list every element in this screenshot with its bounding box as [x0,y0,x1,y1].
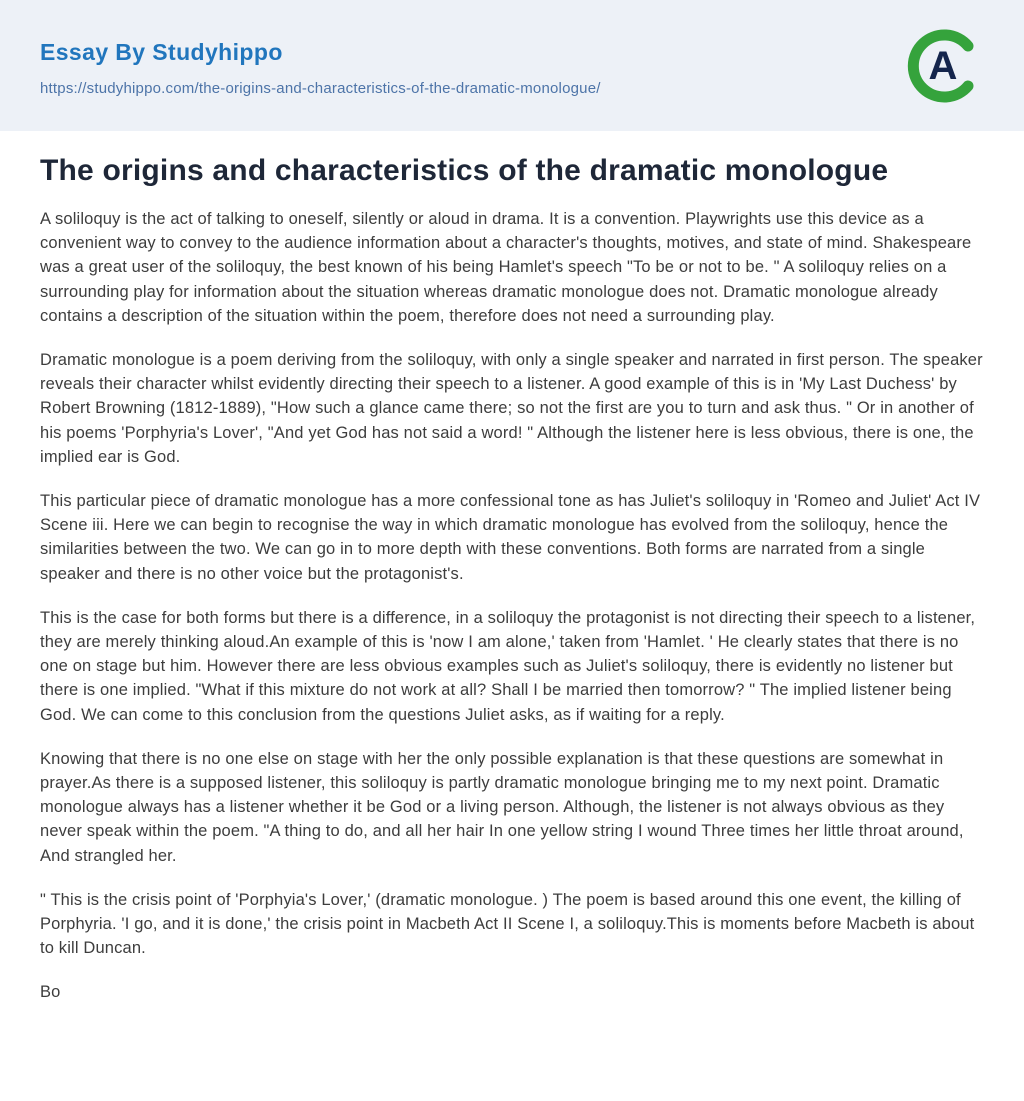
essay-paragraph: " This is the crisis point of 'Porphyia's Lover,' (dramatic monologue. ) The poem is based around this one event, the killing of Porphyria. 'I go, and it is done,' the crisis point in Macbeth Act II Scene I, a soliloquy.This is moments before Macbeth is about to kill Duncan. [40,890,975,958]
essay-paragraph: Knowing that there is no one else on stage with her the only possible explanation is that these questions are somewhat in prayer.As there is a supposed listener, this soliloquy is partly dramatic monologue bringing me to my next point. Dramatic monologue always has a listener whether it be God or a living person. Although, the listener is not always obvious as they never speak within the poem. "A thing to do, and all her hair In one yellow string I wound Three times her little throat around, And strangled her. [40,749,964,865]
article-content [0,131,1024,1005]
essay-paragraph: Bo [40,983,61,1002]
essay-paragraph: Dramatic monologue is a poem deriving from the soliloquy, with only a single speaker and narrated in first person. The speaker reveals their character whilst evidently directing their speech to a listener. A good example of this is in 'My Last Duchess' by Robert Browning (1812-1889), "How such a glance came there; so not the first are you to turn and ask thus. " Or in another of his poems 'Porphyria's Lover', "And yet God has not said a word! " Although the listener here is less obvious, there is one, the implied ear is God. [40,351,983,466]
essay-paragraphs [40,207,984,1005]
essay-title: The origins and characteristics of the dramatic monologue [40,154,889,187]
svg-text:A: A [928,43,958,88]
page-header [0,0,1024,131]
essay-url-link[interactable]: https://studyhippo.com/the-origins-and-characteristics-of-the-dramatic-monologue/ [40,80,601,97]
studyhippo-logo-icon [906,27,984,105]
site-title: Essay By Studyhippo [40,39,283,65]
essay-paragraph: This particular piece of dramatic monologue has a more confessional tone as has Juliet's soliloquy in 'Romeo and Juliet' Act IV Scene iii. Here we can begin to recognise the way in which dramatic monologue has evolved from the soliloquy, hence the similarities between the two. We can go in to more depth with these conventions. Both forms are narrated from a single speaker and there is no other voice but the protagonist's. [40,492,981,583]
essay-paragraph: A soliloquy is the act of talking to oneself, silently or aloud in drama. It is a convention. Playwrights use this device as a convenient way to convey to the audience information about a character's thoughts, motives, and state of mind. Shakespeare was a great user of the soliloquy, the best known of his being Hamlet's speech "To be or not to be. " A soliloquy relies on a surrounding play for information about the situation whereas dramatic monologue does not. Dramatic monologue already contains a description of the situation within the poem, therefore does not need a surrounding play. [40,210,972,325]
essay-paragraph: This is the case for both forms but there is a difference, in a soliloquy the protagonist is not directing their speech to a listener, they are merely thinking aloud.An example of this is 'now I am alone,' taken from 'Hamlet. ' He clearly states that there is no one on stage but him. However there are less obvious examples such as Juliet's soliloquy, there is evidently no listener but there is one implied. "What if this mixture do not work at all? Shall I be married then tomorrow? " The implied listener being God. We can come to this conclusion from the questions Juliet asks, as if waiting for a reply. [40,608,976,724]
header-text-block [40,33,601,98]
